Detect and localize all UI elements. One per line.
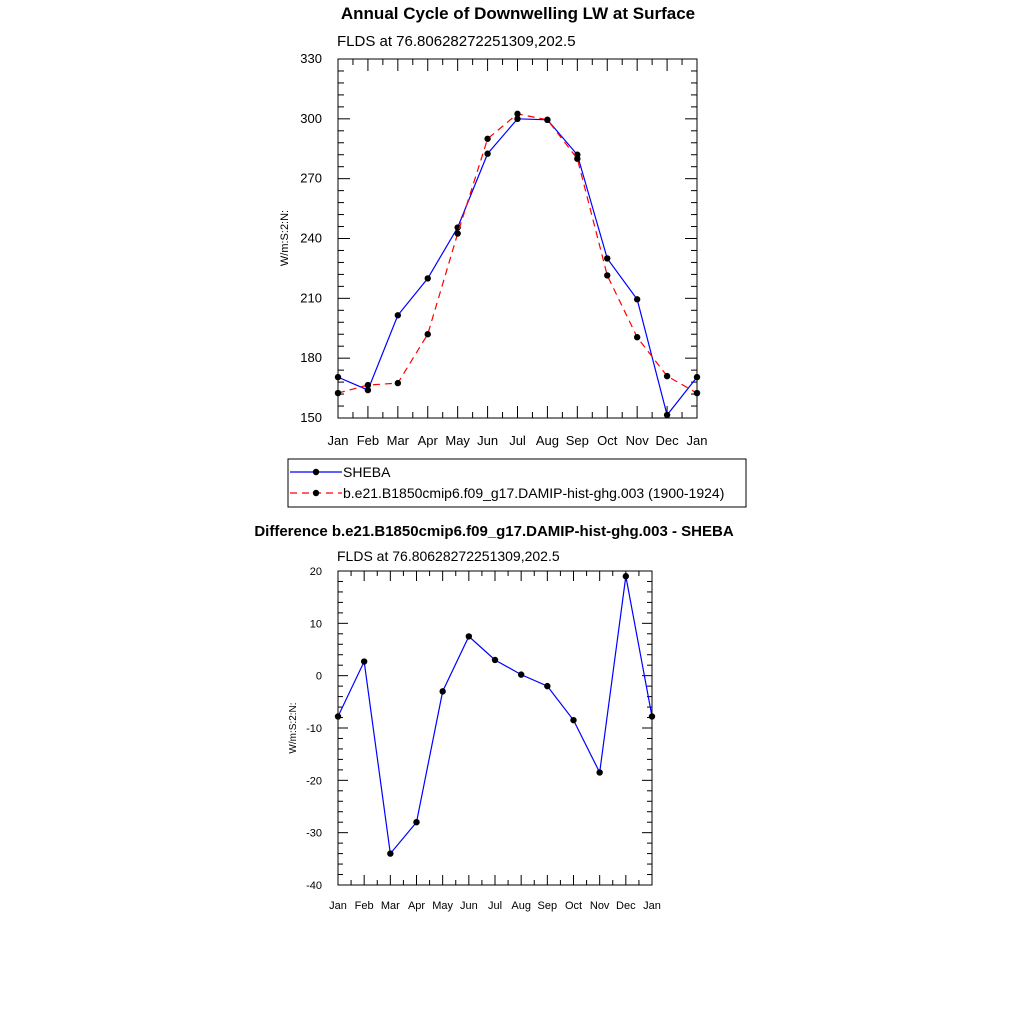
x-tick-label: Mar xyxy=(380,900,400,912)
data-point xyxy=(395,312,401,318)
y-tick-label: 0 xyxy=(315,670,322,683)
data-point xyxy=(484,136,490,142)
data-point xyxy=(596,769,602,775)
x-tick-label: Oct xyxy=(564,900,583,912)
data-point xyxy=(335,390,341,396)
x-tick-label: Oct xyxy=(597,433,618,448)
series-line-1 xyxy=(338,114,697,393)
data-point xyxy=(387,850,393,856)
x-tick-label: Mar xyxy=(386,433,410,448)
x-tick-label: May xyxy=(445,433,470,448)
y-tick-label: 10 xyxy=(309,618,322,631)
x-tick-label: Feb xyxy=(356,433,380,448)
data-point xyxy=(484,151,490,157)
x-tick-label: Jan xyxy=(686,433,708,448)
x-tick-label: Dec xyxy=(616,900,636,912)
x-tick-label: Jan xyxy=(643,900,661,912)
y-tick-label: 270 xyxy=(300,170,322,186)
x-tick-label: Jul xyxy=(487,900,503,912)
y-tick-label: -40 xyxy=(306,880,322,892)
series-line-0 xyxy=(338,576,652,853)
data-point xyxy=(544,117,550,123)
difference-chart xyxy=(254,523,733,912)
data-point xyxy=(335,713,341,719)
data-point xyxy=(623,573,629,579)
data-point xyxy=(518,671,524,677)
x-tick-label: Jan xyxy=(329,900,347,912)
data-point xyxy=(454,230,460,236)
x-tick-label: May xyxy=(432,900,454,912)
data-point xyxy=(694,374,700,380)
data-point xyxy=(425,331,431,337)
data-point xyxy=(574,156,580,162)
x-tick-label: Sep xyxy=(565,433,589,448)
x-tick-label: Nov xyxy=(589,900,610,912)
chart-subtitle: FLDS at 76.80628272251309,202.5 xyxy=(337,548,560,564)
data-point xyxy=(649,713,655,719)
data-point xyxy=(664,412,670,418)
data-point xyxy=(466,633,472,639)
x-tick-label: Aug xyxy=(535,433,559,448)
series-line-0 xyxy=(338,119,697,415)
x-tick-label: Jul xyxy=(509,433,526,448)
data-point xyxy=(514,111,520,117)
data-point xyxy=(335,374,341,380)
chart-title: Annual Cycle of Downwelling LW at Surface xyxy=(340,4,696,23)
data-point xyxy=(425,275,431,281)
y-tick-label: 180 xyxy=(300,350,322,366)
y-tick-label: -10 xyxy=(306,723,322,735)
x-tick-label: Dec xyxy=(655,433,679,448)
y-tick-label: -20 xyxy=(306,775,322,788)
data-point xyxy=(395,380,401,386)
legend-marker-sheba xyxy=(313,469,319,475)
data-point xyxy=(604,255,610,261)
data-point xyxy=(361,658,367,664)
data-point xyxy=(664,373,670,379)
data-point xyxy=(570,717,576,723)
data-point xyxy=(604,272,610,278)
y-axis-label: W/m:S:2:N: xyxy=(279,209,291,267)
x-tick-label: Apr xyxy=(417,433,438,448)
data-point xyxy=(634,296,640,302)
y-tick-label: 210 xyxy=(300,290,322,306)
x-tick-label: Sep xyxy=(537,900,558,912)
legend-marker-model xyxy=(313,490,319,496)
legend xyxy=(288,459,746,507)
data-point xyxy=(634,334,640,340)
plot-frame xyxy=(338,571,652,885)
x-tick-label: Jun xyxy=(477,433,499,448)
x-tick-label: Aug xyxy=(511,900,531,912)
x-tick-label: Apr xyxy=(407,900,426,912)
y-tick-label: 330 xyxy=(300,51,322,66)
x-tick-label: Nov xyxy=(625,433,649,448)
chart-subtitle: FLDS at 76.80628272251309,202.5 xyxy=(337,33,576,50)
y-tick-label: -30 xyxy=(306,827,322,840)
y-tick-label: 300 xyxy=(300,110,322,126)
data-point xyxy=(694,390,700,396)
data-point xyxy=(544,683,550,689)
legend-label-sheba: SHEBA xyxy=(343,464,391,480)
x-tick-label: Feb xyxy=(354,900,374,912)
legend-label-model: b.e21.B1850cmip6.f09_g17.DAMIP-hist-ghg.003 (1900-1924) xyxy=(343,485,725,501)
data-point xyxy=(365,382,371,388)
data-point xyxy=(439,688,445,694)
plot-area xyxy=(306,566,661,912)
y-axis-label: W/m:S:2:N: xyxy=(288,702,299,754)
data-point xyxy=(492,657,498,663)
y-tick-label: 240 xyxy=(300,230,322,246)
annual-cycle-chart xyxy=(279,4,707,448)
x-tick-label: Jan xyxy=(327,433,349,448)
data-point xyxy=(413,819,419,825)
chart-title: Difference b.e21.B1850cmip6.f09_g17.DAMIP-hist-ghg.003 - SHEBA xyxy=(254,523,734,540)
plot-area xyxy=(300,51,707,448)
x-tick-label: Jun xyxy=(459,900,478,912)
y-tick-label: 20 xyxy=(309,566,322,578)
y-tick-label: 150 xyxy=(300,410,322,425)
